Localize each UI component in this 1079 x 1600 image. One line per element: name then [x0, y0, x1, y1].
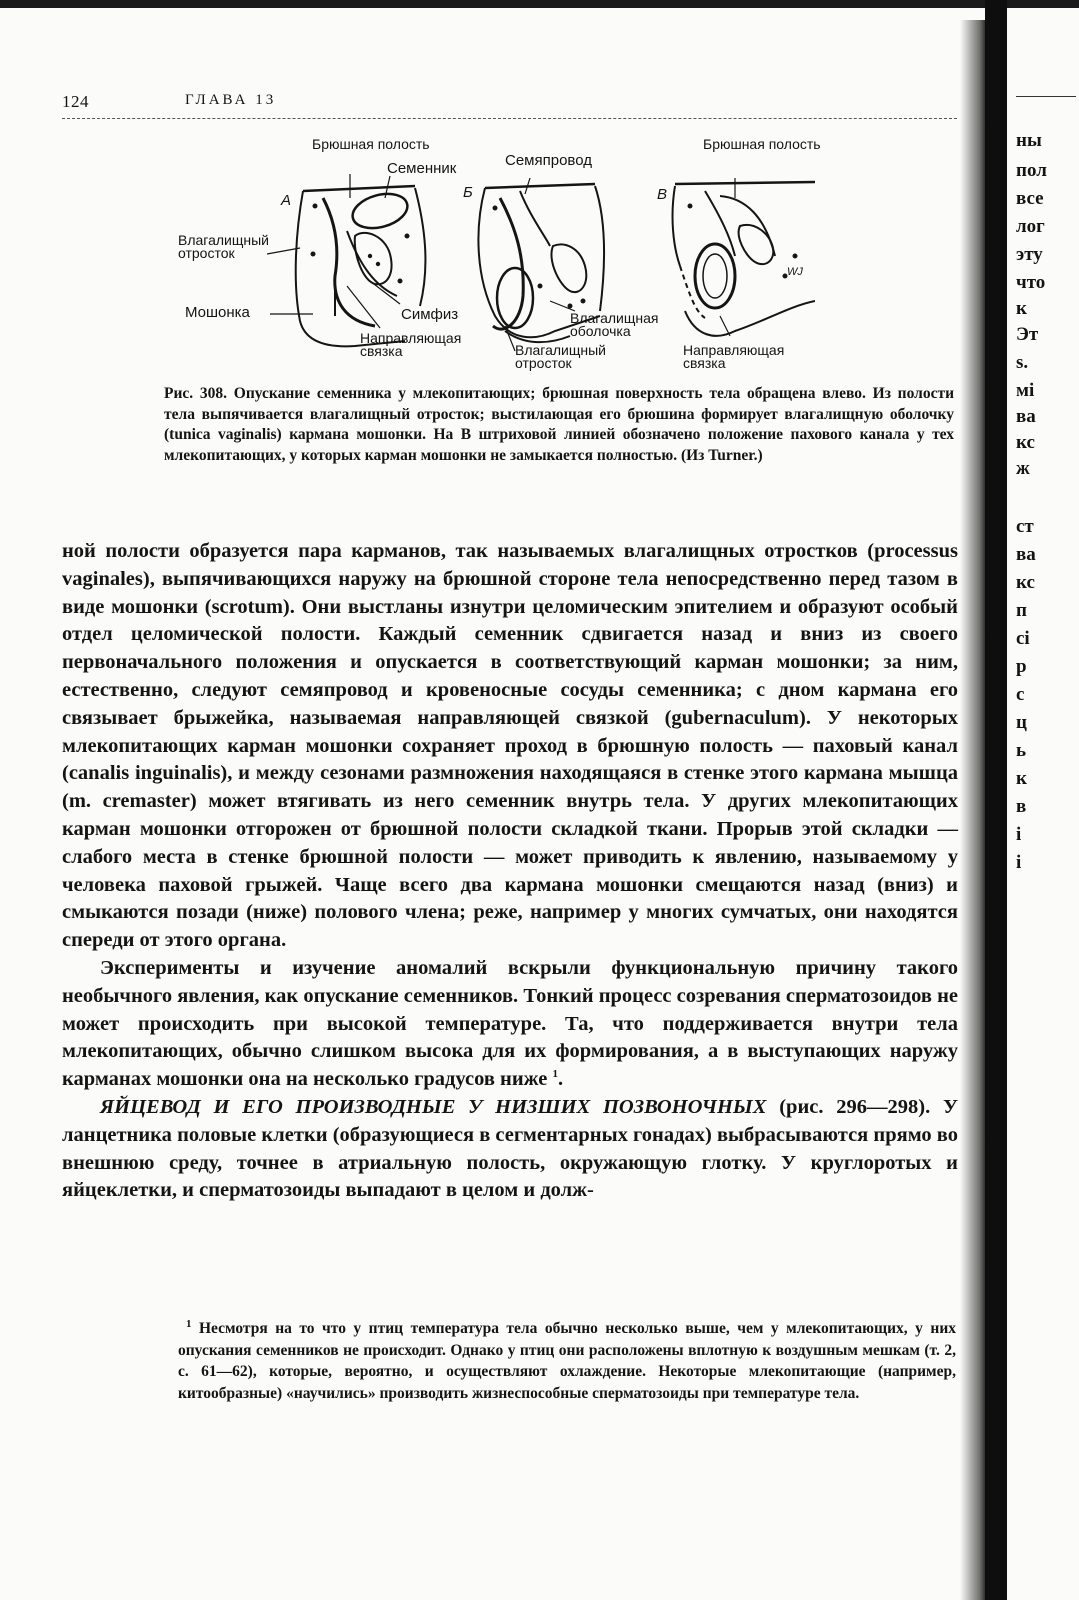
- book-gutter-shadow: [960, 20, 988, 1600]
- adjacent-page-fragment: [1012, 0, 1079, 1600]
- label-scrotum: Мошонка: [185, 304, 250, 321]
- footnote: [178, 1318, 956, 1404]
- section-heading-oviduct: ЯЙЦЕВОД И ЕГО ПРОИЗВОДНЫЕ У НИЗШИХ ПОЗВОНОЧНЫХ: [100, 1095, 767, 1118]
- caption-lead: Рис. 308.: [164, 385, 228, 402]
- text-run: ной полости образуется пара карманов, так называемых: [62, 540, 624, 562]
- adjacent-text: с: [1016, 684, 1025, 705]
- label-symphysis: Симфиз: [401, 306, 459, 323]
- label-gubernaculum-b: Направляющая связка: [683, 342, 785, 371]
- label-abdominal-cavity-a: Брюшная полость: [312, 136, 430, 152]
- adjacent-text: і: [1016, 824, 1022, 845]
- adjacent-text: все: [1016, 188, 1044, 209]
- panel-label-c: В: [657, 186, 668, 203]
- adjacent-text: р: [1016, 656, 1027, 677]
- panel-label-a: А: [281, 192, 292, 209]
- adjacent-text: ст: [1016, 516, 1034, 537]
- text-run: (canalis inguinalis), и между сезонами размножения находящаяся в стенке этого кармана мышца (m. cremaster) может втягивать из него семенник внутрь тела. У других млекопитающих карман мошонки отгорожен от брюшной полости складкой ткани. Прорыв этой складки — слабого места в стенке брюшной полости — может приводить к явлению, называемому у человека паховой грыжей. Чаще всего два кармана мошонки смещаются назад (вниз) и смыкаются позади (ниже) полового члена; реже, например у многих сумчатых, они находятся спереди от этого органа.: [62, 762, 958, 952]
- footnote-ref: 1: [552, 1068, 558, 1081]
- body-text: [62, 538, 958, 1205]
- adjacent-text: ва: [1016, 406, 1036, 427]
- adjacent-text: лог: [1016, 216, 1045, 237]
- adjacent-text: сі: [1016, 628, 1030, 649]
- artist-signature: WJ: [787, 266, 803, 278]
- figure-308: [175, 136, 821, 376]
- text-run: (gubernaculum). У некоторых млекопитающих карман мошонки сохраняет проход в брюшную полость —: [62, 706, 958, 757]
- adjacent-text: что: [1016, 272, 1046, 293]
- text-run: (scrotum). Они выстланы изнутри целомическим эпителием и образуют особый отдел целомической полости. Каждый семенник сдвигается назад и вниз из своего первоначального положения и опускается в соответствующий карман мошонки; за ним, естественно, следуют семяпровод и кровеносные сосуды семенника; с дном кармана его связывает брыжейка, называемая: [62, 595, 958, 729]
- text-run: (processus vaginales), выпячивающихся наружу на брюшной стороне тела непосредственно перед тазом в виде: [62, 540, 958, 618]
- adjacent-text: эту: [1016, 244, 1043, 265]
- label-vaginal-process-b: Влагалищный отросток: [515, 342, 606, 371]
- header-rule: [62, 118, 957, 119]
- caption-text: Опускание семенника у млекопитающих; брюшная поверхность тела обращена влево. Из полости тела выпячивается влагалищный отросток; выстилающая его брюшина формирует влагалищную оболочку (tunica vaginalis) кармана мошонки. На В штриховой линией обозначено положение пахового канала у тех млекопитающих, у которых карман мошонки не замыкается полностью. (Из Turner.): [164, 385, 955, 464]
- page-number: 124: [62, 92, 89, 111]
- adjacent-text: і: [1016, 852, 1022, 873]
- adjacent-text: s.: [1016, 352, 1029, 373]
- paragraph-2: Эксперименты и изучение аномалий вскрыли функциональную причину такого необычного явления, как опускание семенников. Тонкий процесс созревания сперматозоидов не может происходить при высокой температуре. Та, что поддерживается внутри тела млекопитающих, обычно слишком высока для их формирования, а в выступающих наружу карманах мошонки она на несколько градусов ниже $^1$.: [62, 956, 958, 1091]
- label-vaginal-process-a: Влагалищный отросток: [178, 232, 269, 261]
- adjacent-text: к: [1016, 298, 1027, 319]
- book-gutter: [985, 0, 1007, 1600]
- label-tunica: Влагалищная оболочка: [570, 310, 659, 339]
- adjacent-text: кс: [1016, 432, 1035, 453]
- term-scrotum: мошонки: [111, 595, 199, 618]
- term-inguinal-canal: паховый канал: [812, 734, 958, 757]
- page-top-edge: [0, 0, 1079, 8]
- adjacent-text: Эт: [1016, 324, 1039, 345]
- adjacent-text: в: [1016, 796, 1027, 817]
- text-run: (рис. 296—298). У ланцетника половые клетки (образующиеся в сегментарных гонадах) выбрасываются прямо во внешнюю среду, точнее в атриальную полость, окружающую глотку. У круглоротых и яйцеклетки, и сперматозоиды выпадают в целом и долж-: [62, 1095, 958, 1202]
- adjacent-text: ж: [1016, 458, 1030, 479]
- adjacent-text: к: [1016, 768, 1027, 789]
- paragraph-3: [62, 1094, 958, 1205]
- adjacent-text: ва: [1016, 544, 1036, 565]
- adjacent-text: ц: [1016, 712, 1027, 733]
- term-vaginal-processes: влагалищных отростков: [623, 540, 858, 562]
- footnote-text: Несмотря на то что у птиц температура тела обычно несколько выше, чем у млекопитающих, у них опускания семенников не происходит. Однако у птиц они расположены вплотную к воздушным мешкам (т. 2, с. 61—62), которые, вероятно, и осуществляют охлаждение. Некоторые млекопитающие (например, китообразные) «научились» производить жизнеспособные сперматозоиды при температуре тела.: [178, 1320, 956, 1402]
- label-abdominal-cavity-b: Брюшная полость: [703, 136, 821, 152]
- label-gubernaculum-a: Направляющая связка: [360, 330, 462, 359]
- paragraph-1: [62, 538, 958, 955]
- panel-label-b: Б: [463, 184, 473, 201]
- adjacent-text: кс: [1016, 572, 1035, 593]
- label-vas-deferens: Семяпровод: [505, 152, 592, 169]
- adjacent-text: пол: [1016, 160, 1047, 181]
- footnote-marker: 1: [186, 1317, 192, 1330]
- adjacent-header-rule: [1016, 96, 1076, 97]
- adjacent-text: ны: [1016, 130, 1042, 151]
- term-gubernaculum: направляющей связкой: [417, 706, 649, 729]
- label-testis: Семенник: [387, 160, 457, 177]
- figure-caption: [164, 384, 954, 466]
- adjacent-text: мі: [1016, 380, 1035, 401]
- adjacent-text: п: [1016, 600, 1027, 621]
- text-run: Эксперименты и изучение аномалий вскрыли функциональную причину такого необычного явления, как опускание семенников. Тонкий процесс созревания сперматозоидов не может происходить при высокой температуре. Та, что поддерживается внутри тела млекопитающих, обычно слишком высока для их формирования, а в выступающих наружу карманах мошонки она на несколько градусов ниже: [62, 956, 958, 1091]
- adjacent-text: ь: [1016, 740, 1027, 761]
- running-title: ГЛАВА 13: [185, 92, 277, 108]
